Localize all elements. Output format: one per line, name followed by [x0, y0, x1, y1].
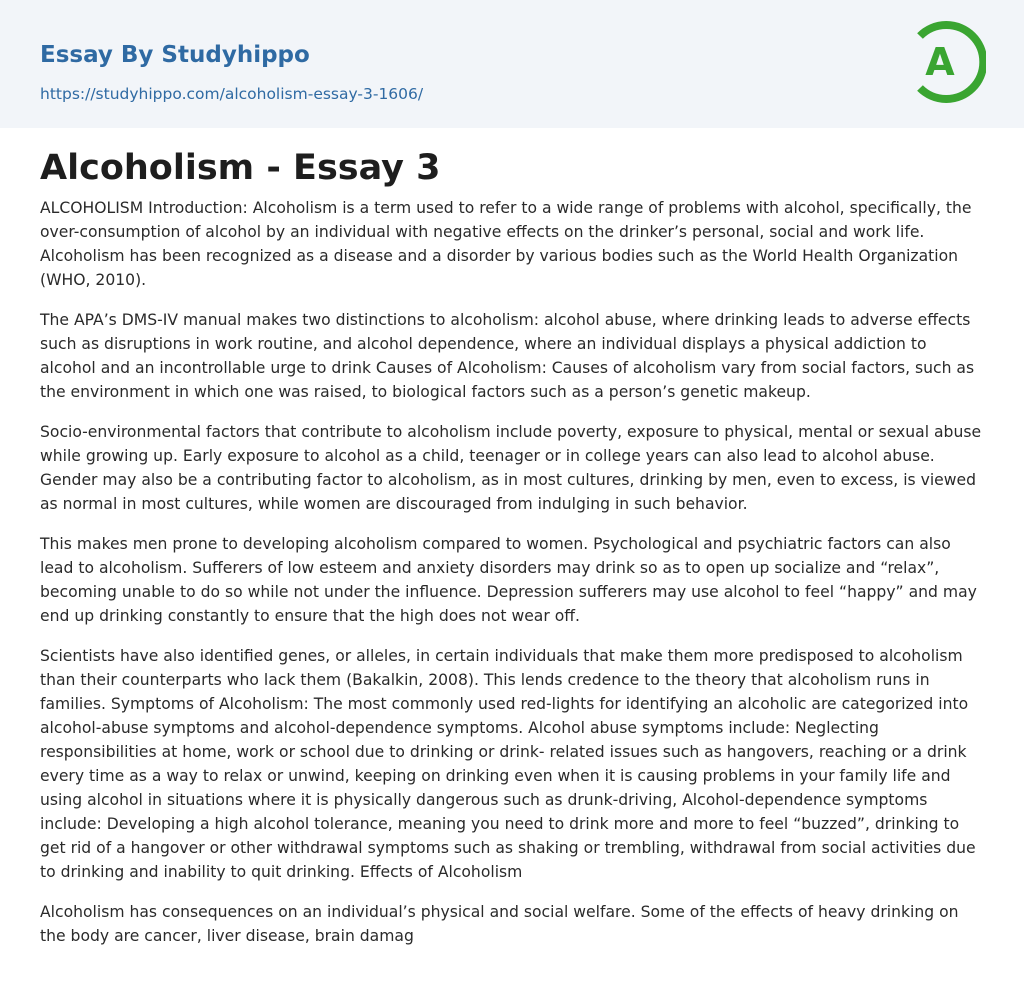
article-body [40, 188, 984, 948]
studyhippo-logo[interactable] [912, 20, 986, 104]
site-header [0, 0, 1024, 128]
paragraph-4: This makes men prone to developing alcoholism compared to women. Psychological and psychiatric factors can also lead to alcoholism. Sufferers of low esteem and anxiety disorders may drink so as to open up socialize and “relax”, becoming unable to do so while not under the influence. Depression sufferers may use alcohol to feel “happy” and may end up drinking constantly to ensure that the high does not wear off. [40, 535, 977, 625]
page-title: Alcoholism - Essay 3 [40, 148, 441, 188]
source-url-link[interactable]: https://studyhippo.com/alcoholism-essay-3-1606/ [40, 85, 424, 103]
logo-ring-icon [912, 20, 986, 104]
paragraph-5: Scientists have also identified genes, or alleles, in certain individuals that make them more predisposed to alcoholism than their counterparts who lack them (Bakalkin, 2008). This lends credence to the theory that alcoholism runs in families. Symptoms of Alcoholism: The most commonly used red-lights for identifying an alcoholic are categorized into alcohol-abuse symptoms and alcohol-dependence symptoms. Alcohol abuse symptoms include: Neglecting responsibilities at home, work or school due to drinking or drink- related issues such as hangovers, reaching or a drink every time as a way to relax or unwind, keeping on drinking even when it is causing problems in your family life and using alcohol in situations where it is physically dangerous such as drunk-driving, Alcohol-dependence symptoms include: Developing a high alcohol tolerance, meaning you need to drink more and more to feel “buzzed”, drinking to get rid of a hangover or other withdrawal symptoms such as shaking or trembling, withdrawal from social activities due to drinking and inability to quit drinking. Effects of Alcoholism [40, 647, 976, 881]
logo-letter: A [925, 40, 955, 84]
article [0, 128, 1024, 948]
paragraph-3: Socio-environmental factors that contribute to alcoholism include poverty, exposure to physical, mental or sexual abuse while growing up. Early exposure to alcohol as a child, teenager or in college years can also lead to alcohol abuse. Gender may also be a contributing factor to alcoholism, as in most cultures, drinking by men, even to excess, is viewed as normal in most cultures, while women are discouraged from indulging in such behavior. [40, 423, 982, 513]
paragraph-2: The APA’s DMS-IV manual makes two distinctions to alcoholism: alcohol abuse, where drinking leads to adverse effects such as disruptions in work routine, and alcohol dependence, where an individual displays a physical addiction to alcohol and an incontrollable urge to drink Causes of Alcoholism: Causes of alcoholism vary from social factors, such as the environment in which one was raised, to biological factors such as a person’s genetic makeup. [40, 311, 975, 401]
paragraph-1: ALCOHOLISM Introduction: Alcoholism is a term used to refer to a wide range of problems with alcohol, specifically, the over-consumption of alcohol by an individual with negative effects on the drinker’s personal, social and work life. Alcoholism has been recognized as a disease and a disorder by various bodies such as the World Health Organization (WHO, 2010). [40, 199, 972, 289]
site-brand-link[interactable]: Essay By Studyhippo [40, 42, 310, 68]
paragraph-6: Alcoholism has consequences on an individual’s physical and social welfare. Some of the effects of heavy drinking on the body are cancer, liver disease, brain damag [40, 903, 959, 945]
